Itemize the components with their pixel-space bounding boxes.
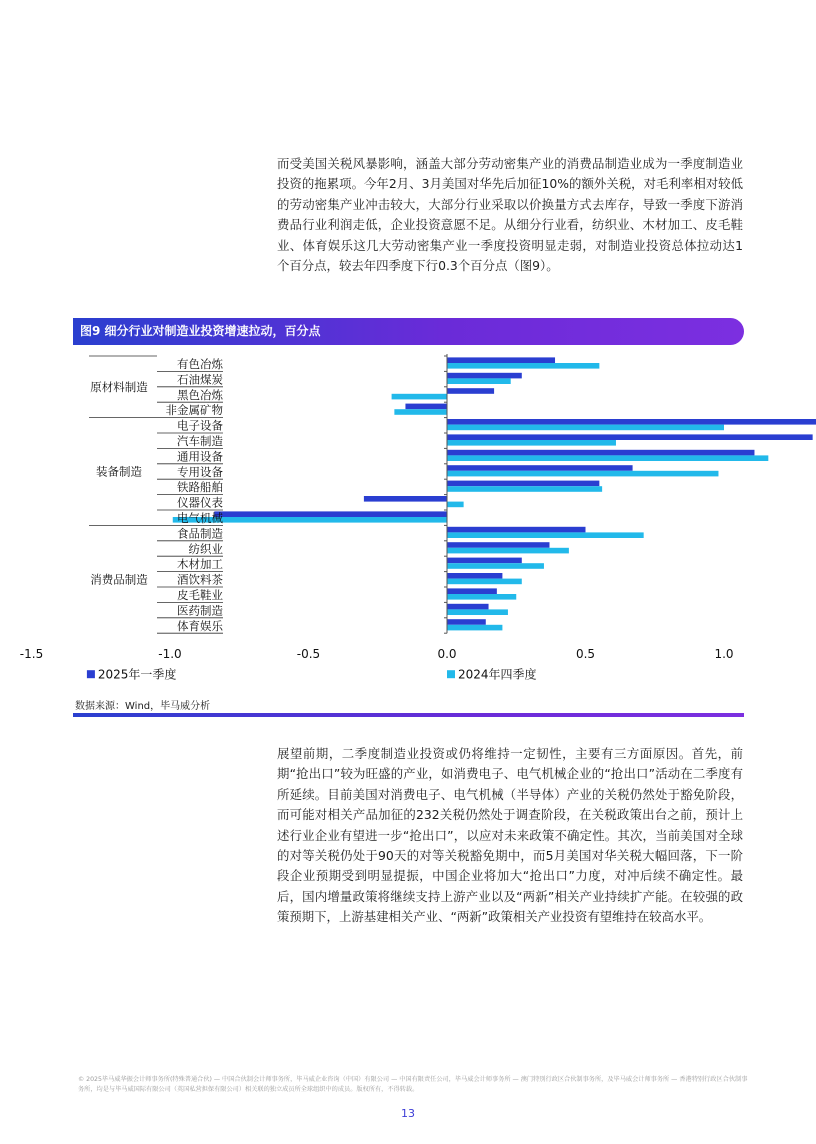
- bar-s2-4: [447, 425, 724, 431]
- category-label: 食品制造: [177, 526, 223, 541]
- bar-s1-8: [447, 481, 599, 487]
- bar-s2-8: [447, 486, 602, 492]
- category-label: 木材加工: [177, 557, 223, 572]
- body-paragraph-2: 展望前期，二季度制造业投资或仍将维持一定韧性，主要有三方面原因。首先，前期“抢出口”较为旺盛的产业，如消费电子、电气机械企业的“抢出口”活动在二季度有所延续。目前美国对消费电子、电气机械（半导体）产业的关税仍然处于豁免阶段，而可能对相关产品加征的232关税仍然处于调查阶段，在关税政策出台之前，预计上述行业企业有望进一步“抢出口”，以应对未来政策不确定性。其次，当前美国对全球的对等关税仍处于90天的对等关税豁免期中，而5月美国对华关税大幅回落，下一阶段企业预期受到明显提振，中国企业将加大“抢出口”力度，对冲后续不确定性。最后，国内增量政策将继续支持上游产业以及“两新”相关产业持续扩产能。在较强的政策预期下，上游基建相关产业、“两新”政策相关产业投资有望维持在较高水平。: [277, 746, 743, 925]
- category-label: 汽车制造: [177, 434, 223, 448]
- category-label: 有色冶炼: [177, 357, 223, 371]
- bar-s2-7: [447, 471, 718, 477]
- bar-s2-1: [447, 378, 511, 384]
- x-tick-label: -1.5: [19, 647, 44, 662]
- group-label: 消费品制造: [90, 572, 148, 587]
- bar-s2-12: [447, 548, 569, 554]
- group-label: 装备制造: [96, 464, 142, 479]
- bar-s2-16: [447, 609, 508, 615]
- category-label: 专用设备: [177, 464, 223, 479]
- legend-label: 2025年一季度: [97, 667, 177, 682]
- x-tick-label: 0.5: [575, 647, 596, 662]
- bar-s1-0: [447, 357, 555, 363]
- bar-s2-15: [447, 594, 516, 600]
- bar-s2-0: [447, 363, 599, 369]
- figure-title: 图9 细分行业对制造业投资增速拉动，百分点: [80, 324, 321, 338]
- figure-title-bar: [73, 318, 744, 345]
- bar-s1-14: [447, 573, 502, 579]
- bar-s1-9: [364, 496, 447, 502]
- bar-s1-10: [214, 511, 447, 517]
- category-label: 纺织业: [188, 541, 223, 556]
- category-label: 石油煤炭: [177, 372, 223, 387]
- bar-s2-9: [447, 502, 464, 508]
- data-source: 数据来源：Wind，毕马威分析: [75, 701, 211, 712]
- category-label: 通用设备: [177, 449, 223, 464]
- group-label: 原材料制造: [90, 379, 148, 394]
- category-label: 皮毛鞋业: [177, 588, 223, 602]
- category-label: 酒饮料茶: [177, 572, 223, 587]
- bar-s1-16: [447, 604, 489, 610]
- bar-s1-4: [447, 419, 816, 425]
- x-tick-label: -0.5: [296, 647, 321, 662]
- bar-s2-3: [394, 409, 447, 415]
- bar-s1-3: [405, 404, 447, 410]
- category-label: 铁路船舶: [177, 480, 223, 495]
- category-label: 医药制造: [177, 603, 223, 618]
- bar-s1-6: [447, 450, 754, 456]
- bar-s1-15: [447, 588, 497, 594]
- bar-s1-7: [447, 465, 633, 471]
- bar-s1-1: [447, 373, 522, 379]
- legend-label: 2024年四季度: [458, 667, 537, 682]
- category-label: 体育娱乐: [177, 618, 223, 633]
- category-label: 非金属矿物: [165, 403, 223, 418]
- bar-s2-11: [447, 532, 644, 538]
- x-tick-label: 1.0: [714, 647, 734, 662]
- bar-s2-6: [447, 455, 768, 461]
- bar-s1-13: [447, 558, 522, 564]
- bar-s2-17: [447, 625, 502, 631]
- bar-s2-13: [447, 563, 544, 569]
- category-label: 电气机械: [177, 511, 223, 525]
- x-tick-label: -1.0: [158, 647, 182, 662]
- legend-swatch: [87, 670, 95, 678]
- bar-s2-14: [447, 579, 522, 585]
- category-label: 仪器仪表: [177, 495, 223, 510]
- bar-s2-5: [447, 440, 616, 446]
- x-tick-label: 0.0: [437, 647, 457, 662]
- bar-s1-2: [447, 388, 494, 394]
- copyright-footer: © 2025毕马威华振会计师事务所(特殊普通合伙) — 中国合伙制会计师事务所，毕马威企业咨询（中国）有限公司 — 中国有限责任公司，毕马威会计师事务所 — 澳门特别行政区合伙制事务所，及毕马威会计师事务所 — 香港特别行政区合伙制事务所，均是与毕马威国际有限公司（英国私营担保有限公司）相关联的独立成员所全球组织中的成员。版权所有，不得转载。: [78, 1076, 748, 1093]
- page-number: 13: [401, 1107, 415, 1120]
- figure-bottom-rule: [73, 713, 744, 717]
- bar-s2-2: [392, 394, 447, 400]
- legend-swatch: [447, 670, 455, 678]
- bar-s1-5: [447, 434, 813, 440]
- bar-chart: [19, 346, 744, 694]
- body-paragraph-1: 而受美国关税风暴影响，涵盖大部分劳动密集产业的消费品制造业成为一季度制造业投资的拖累项。今年2月、3月美国对华先后加征10%的额外关税，对毛利率相对较低的劳动密集产业冲击较大，大部分行业采取以价换量方式去库存，导致一季度下游消费品行业利润走低，企业投资意愿不足。从细分行业看，纺织业、木材加工、皮毛鞋业、体育娱乐这几大劳动密集产业一季度投资明显走弱，对制造业投资总体拉动达1个百分点，较去年四季度下行0.3个百分点（图9）。: [277, 156, 743, 274]
- category-label: 电子设备: [177, 418, 223, 433]
- bar-s1-17: [447, 619, 486, 625]
- bar-s1-12: [447, 542, 549, 548]
- bar-s1-11: [447, 527, 586, 533]
- category-label: 黑色冶炼: [177, 387, 223, 402]
